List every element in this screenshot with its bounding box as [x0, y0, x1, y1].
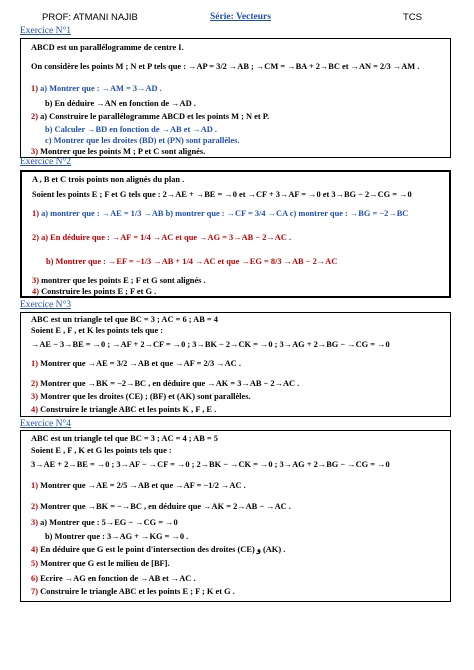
exercise-2-line: 3) montrer que les points E ; F et G sont alignés .: [32, 276, 206, 285]
exercise-4-line: ABC est un triangle tel que BC = 3 ; AC = 4 ; AB = 5: [31, 434, 218, 443]
exercise-4-title: Exercice N°4: [20, 419, 72, 429]
exercise-4-line: 4) En déduire que G est le point d'intersection des droites (CE) و (AK) .: [31, 545, 286, 554]
exercise-3-line: 4) Construire le triangle ABC et les points K , F , E .: [31, 405, 217, 414]
exercise-2-line: 4) Construire les points E ; F et G .: [32, 287, 157, 296]
exercise-4-line: 7) Construire le triangle ABC et les points E ; F ; K et G .: [31, 587, 235, 596]
exercise-1-line: b) Calculer →BD en fonction de →AB et →AD .: [45, 125, 217, 134]
exercise-3-line: →AE − 3→BE = →0 ; →AF + 2→CF = →0 ; 3→BK − 2→CK = →0 ; 3→AG + 2→BG − →CG = →0: [31, 340, 390, 349]
exercise-3-line: 3) Montrer que les droites (CE) ; (BF) et (AK) sont parallèles.: [31, 392, 251, 401]
exercise-4-line: 6) Ecrire →AG en fonction de →AB et →AC .: [31, 574, 196, 583]
exercise-1-line: 2) a) Construire le parallélogramme ABCD et les points M ; N et P.: [31, 112, 270, 121]
exercise-2-title: Exercice N°2: [20, 157, 72, 167]
exercise-3-line: Soient E , F , et K les points tels que :: [31, 326, 164, 335]
exercise-1-line: b) En déduire →AN en fonction de →AD .: [45, 99, 196, 108]
exercise-1-title: Exercice N°1: [20, 26, 72, 36]
exercise-4-line: b) Montrer que : 3→AG + →KG = →0 .: [45, 532, 189, 541]
exercise-3-line: ABC est un triangle tel que BC = 3 ; AC = 6 ; AB = 4: [31, 315, 218, 324]
exercise-4-line: Soient E , F , K et G les points tels que :: [31, 446, 172, 455]
header-author: PROF: ATMANI NAJIB: [42, 12, 138, 23]
exercise-4-line: 3) a) Montrer que : 5→EG − →CG = →0: [31, 518, 178, 527]
exercise-1-box: [20, 38, 451, 158]
header-level: TCS: [403, 12, 422, 23]
exercise-3-box: [20, 312, 451, 417]
exercise-2-box: [20, 170, 451, 298]
exercise-1-line: ABCD est un parallélogramme de centre I.: [31, 43, 184, 52]
exercise-2-line: 1) a) montrer que : →AE = 1/3 →AB b) montrer que : →CF = 3/4 →CA c) montrer que : →BG = −2→BC: [32, 209, 409, 218]
exercise-3-title: Exercice N°3: [20, 300, 72, 310]
exercise-2-line: A , B et C trois points non alignés du plan .: [32, 175, 185, 184]
exercise-3-line: 1) Montrer que →AE = 3/2 →AB et que →AF = 2/3 →AC .: [31, 359, 241, 368]
exercise-1-line: 3) Montrer que les points M ; P et C sont alignés.: [31, 147, 206, 156]
exercise-2-line: b) Montrer que : →EF = −1/3 →AB + 1/4 →AC et que →EG = 8/3 →AB − 2→AC: [46, 257, 338, 266]
exercise-2-line: 2) a) En déduire que : →AF = 1/4 →AC et que →AG = 3→AB − 2→AC .: [32, 233, 292, 242]
exercise-4-line: 2) Montrer que →BK = −→BC , en déduire que →AK = 2→AB − →AC .: [31, 502, 291, 511]
exercise-4-line: 1) Montrer que →AE = 2/5 →AB et que →AF = −1/2 →AC .: [31, 481, 246, 490]
series-title: Série: Vecteurs: [210, 12, 271, 22]
exercise-1-line: On considère les points M ; N et P tels que : →AP = 3/2 →AB ; →CM = →BA + 2→BC et →AN = 2/3 →AM .: [31, 62, 420, 71]
exercise-4-line: 3→AE + 2→BE = →0 ; 3→AF − →CF = →0 ; 2→BK − →CK = →0 ; 3→AG + 2→BG − →CG = →0: [31, 460, 390, 469]
exercise-4-box: [20, 430, 451, 602]
exercise-1-line: 1) a) Montrer que : →AM = 3→AD .: [31, 84, 162, 93]
exercise-3-line: 2) Montrer que →BK = −2→BC , en déduire que →AK = 3→AB − 2→AC .: [31, 379, 300, 388]
exercise-4-line: 5) Montrer que G est le milieu de [BF].: [31, 559, 170, 568]
exercise-2-line: Soient les points E ; F et G tels que : 2→AE + →BE = →0 et →CF + 3→AF = →0 et 3→BG − 2→CG = →0: [32, 190, 412, 199]
exercise-1-line: c) Montrer que les droites (BD) et (PN) sont parallèles.: [45, 136, 240, 145]
